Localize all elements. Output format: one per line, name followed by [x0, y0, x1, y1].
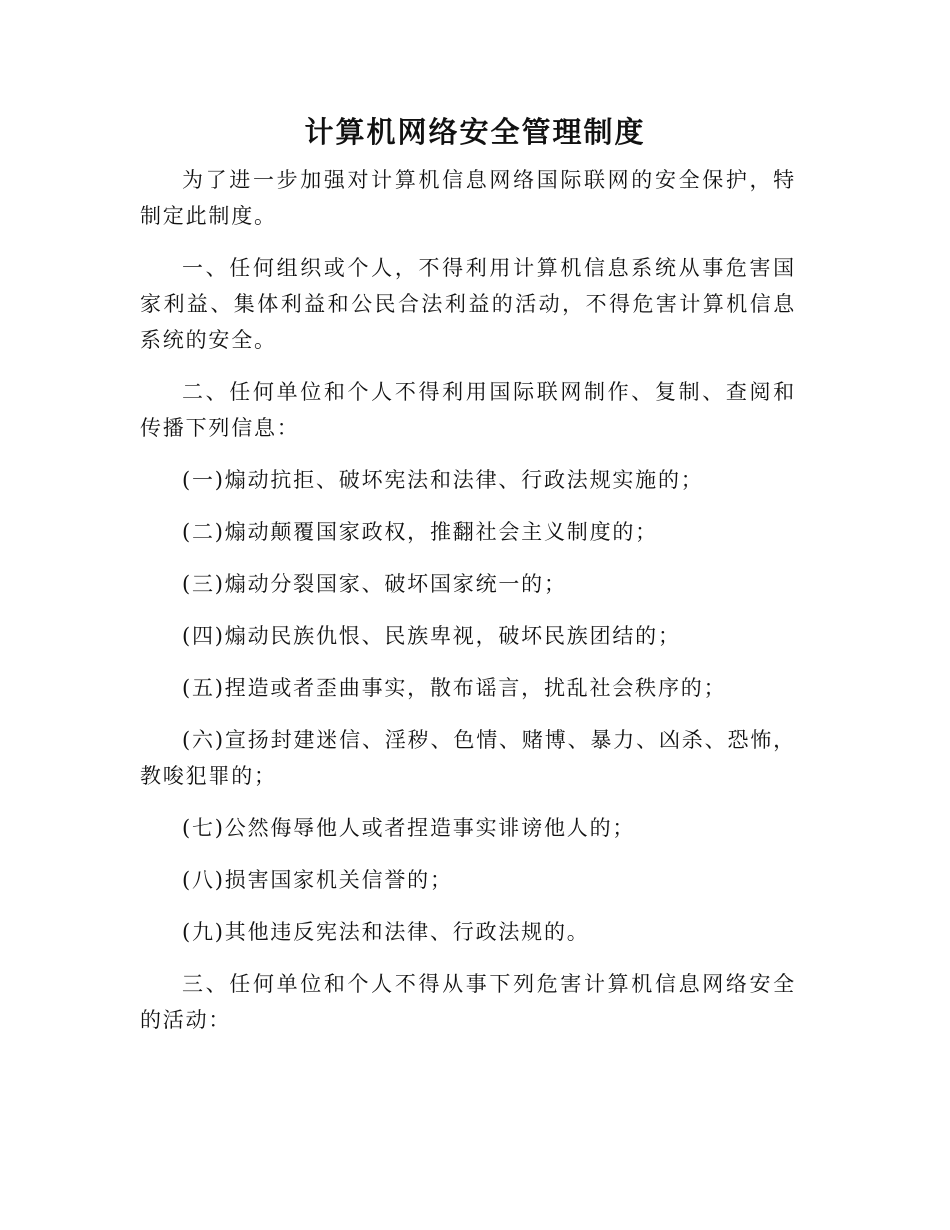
- paragraph-intro: 为了进一步加强对计算机信息网络国际联网的安全保护，特制定此制度。: [140, 168, 796, 228]
- list-item-4: (四)煽动民族仇恨、民族卑视，破坏民族团结的；: [182, 624, 681, 648]
- list-item-7: (七)公然侮辱他人或者捏造事实诽谤他人的；: [182, 816, 636, 840]
- list-item-5: (五)捏造或者歪曲事实，散布谣言，扰乱社会秩序的；: [182, 676, 727, 700]
- paragraph-article-3: 三、任何单位和个人不得从事下列危害计算机信息网络安全的活动：: [140, 972, 796, 1032]
- page-title: 计算机网络安全管理制度: [304, 115, 646, 149]
- list-item-3: (三)煽动分裂国家、破坏国家统一的；: [182, 572, 567, 596]
- list-item-8: (八)损害国家机关信誉的；: [182, 868, 453, 892]
- list-item-9: (九)其他违反宪法和法律、行政法规的。: [182, 920, 590, 944]
- paragraph-article-1: 一、任何组织或个人，不得利用计算机信息系统从事危害国家利益、集体利益和公民合法利益的活动，不得危害计算机信息系统的安全。: [140, 256, 796, 352]
- paragraph-article-2: 二、任何单位和个人不得利用国际联网制作、复制、查阅和传播下列信息：: [140, 380, 796, 440]
- list-item-1: (一)煽动抗拒、破坏宪法和法律、行政法规实施的；: [182, 468, 704, 492]
- list-item-2: (二)煽动颠覆国家政权，推翻社会主义制度的；: [182, 520, 658, 544]
- document-body: [140, 162, 796, 1054]
- list-item-6: (六)宣扬封建迷信、淫秽、色情、赌博、暴力、凶杀、恐怖，教唆犯罪的；: [140, 728, 796, 788]
